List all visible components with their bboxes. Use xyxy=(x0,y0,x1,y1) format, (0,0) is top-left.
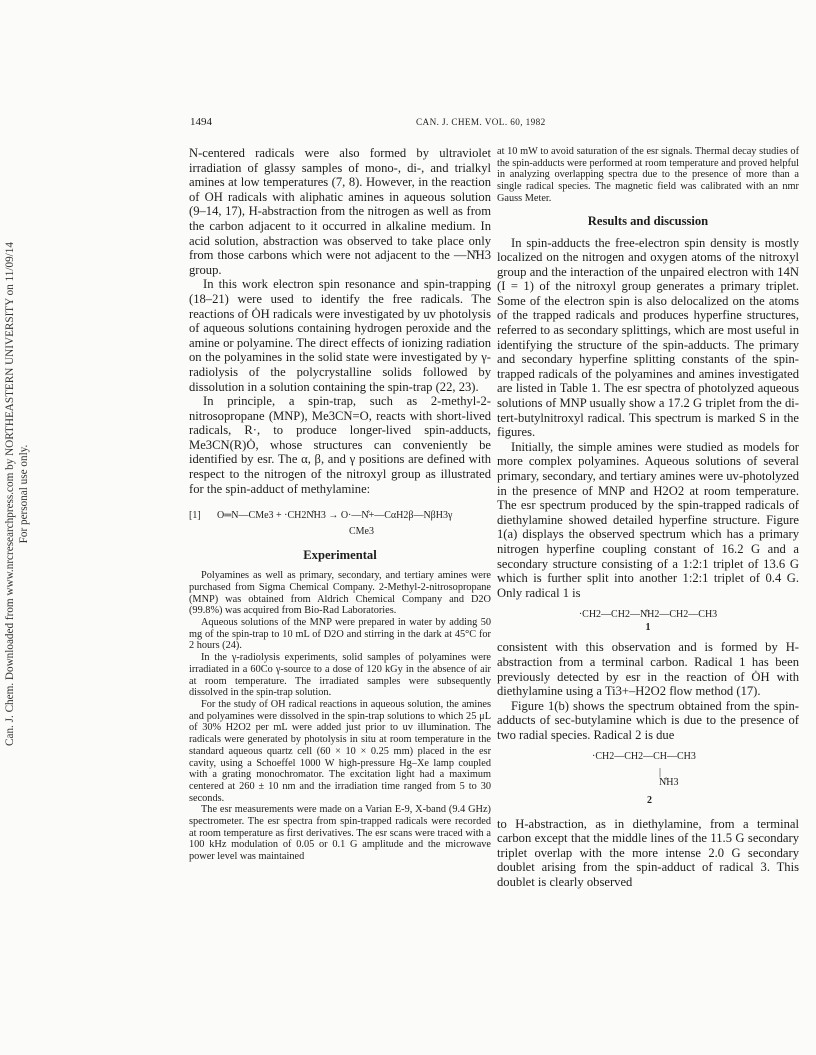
paragraph: Initially, the simple amines were studied as models for more complex polyamines. Aqueous solutions of several primary, secondary, and tertiary amines were uv-photolyzed in the presence of MNP and H2O2 at room temperature. The esr spectrum produced by the spin-trapped radicals of diethylamine showed detailed hyperfine structure. Figure 1(a) displays the observed spectrum which has a primary nitrogen hyperfine coupling constant of 16.2 G and a secondary structure consisting of a 1:2:1 triplet of 13.6 G which is further split into another 1:2:1 triplet of 0.4 G. Only radical 1 is xyxy=(497,439,799,600)
paragraph: N-centered radicals were also formed by ultraviolet irradiation of glassy samples of mono-, di-, and trialkyl amines at low temperatures (7, 8). However, in the reaction of OH radicals with aliphatic amines in aqueous solution (9–14, 17), H-abstraction from the nitrogen as well as from the carbon adjacent to it occurred in alkaline medium. In acid solution, abstraction was observed to take place only from those carbons which were not adjacent to the —N̊H3 group. xyxy=(189,146,491,277)
paragraph: to H-abstraction, as in diethylamine, from a terminal carbon except that the middle lines of the 11.5 G secondary triplet overlap with the more intense 2.0 G secondary doublet arising from the spin-adduct of radical 3. This doublet is clearly observed xyxy=(497,816,799,889)
paragraph: Polyamines as well as primary, secondary, and tertiary amines were purchased from Sigma Chemical Company. 2-Methyl-2-nitrosopropane (MNP) was obtained from Aldrich Chemical Company and D2O (99.8%) was acquired from Bio-Rad Laboratories. xyxy=(189,570,491,617)
page-number: 1494 xyxy=(190,116,212,128)
structure-bond: | xyxy=(659,766,662,778)
page-header xyxy=(190,116,816,132)
structure-radical-1 xyxy=(497,608,799,634)
structure-formula: ·CH2—CH2—CH—CH3 xyxy=(592,750,696,762)
paragraph: Aqueous solutions of the MNP were prepared in water by adding 50 mg of the spin-trap to 10 mL of D2O and stirring in the dark at 45°C for 2 hours (24). xyxy=(189,617,491,652)
structure-number: 1 xyxy=(645,622,651,634)
paragraph: In the γ-radiolysis experiments, solid samples of polyamines were irradiated in a 60Co γ-source to a dose of 120 kGy in the absence of air at room temperature. The irradiated samples were subsequently dissolved in the spin-trap solution. xyxy=(189,652,491,699)
personal-use-line: For personal use only. xyxy=(18,444,30,544)
paragraph: In this work electron spin resonance and spin-trapping (18–21) were used to identify the free radicals. The reactions of ȮH radicals were investigated by uv photolysis of aqueous solutions containing hydrogen peroxide and the amine or polyamine. The direct effects of ionizing radiation on the polyamines in the solid state were investigated by γ-radiolysis of the polycrystalline solids followed by dissolution in a solution containing the spin-trap (22, 23). xyxy=(189,277,491,394)
left-column xyxy=(189,146,491,863)
download-watermark xyxy=(3,169,31,819)
section-heading-results: Results and discussion xyxy=(587,213,709,228)
right-column xyxy=(497,146,799,889)
structure-substituent: N̊H3 xyxy=(659,776,679,788)
equation-label: [1] xyxy=(189,510,201,522)
structure-formula: ·CH2—CH2—N̊H2—CH2—CH3 xyxy=(578,609,718,621)
paragraph: In principle, a spin-trap, such as 2-methyl-2-nitrosopropane (MNP), Me3CN=O, reacts with short-lived radicals, R·, to produce longer-lived spin-adducts, Me3CN(R)Ȯ, whose structures can conveniently be identified by esr. The α, β, and γ positions are defined with respect to the nitrogen of the nitroxyl group as illustrated for the spin-adduct of methylamine: xyxy=(189,394,491,496)
reaction-equation xyxy=(189,504,491,538)
paragraph: For the study of OH radical reactions in aqueous solution, the amines and polyamines were dissolved in the spin-trap solutions to which 25 μL of 30% H2O2 per mL were added just prior to uv illumination. The radicals were generated by photolysis in situ at room temperature in the standard aqueous quartz cell (60 × 10 × 0.25 mm) placed in the esr cavity, using a Schoeffel 1000 W high-pressure Hg–Xe lamp coupled with a grating monochromator. The excitation light had a maximum centered at 260 ± 10 nm and the irradiation time ranged from 5 to 30 seconds. xyxy=(189,698,491,804)
equation-substituent: CMe3 xyxy=(349,526,374,538)
paragraph: In spin-adducts the free-electron spin density is mostly localized on the nitrogen and oxygen atoms of the nitroxyl group and the interaction of the unpaired electron with 14N (I = 1) of the nitroxyl group generates a primary triplet. Some of the electron spin is also delocalized on the atoms of the trapped radicals and produces hyperfine structures, referred to as secondary splittings, which are most useful in identifying the structure of the spin-adducts. The primary and secondary hyperfine splitting constants of the spin-trapped radicals of the polyamines and amines investigated are listed in Table 1. The esr spectra of photolyzed aqueous solutions of MNP usually show a 17.2 G triplet from the di-tert-butylnitroxyl radical. This spectrum is marked S in the figures. xyxy=(497,235,799,440)
paragraph: The esr measurements were made on a Varian E-9, X-band (9.4 GHz) spectrometer. The esr spectra from spin-trapped radicals were recorded at room temperature as first derivatives. The esr scans were traced with a 100 kHz modulation of 0.05 or 0.1 G amplitude and the microwave power level was maintained xyxy=(189,804,491,863)
equation-body: O═N—CMe3 + ·CH2N̊H3 → O·—N̊+—CαH2β—NβH3γ xyxy=(217,510,453,522)
paragraph: Figure 1(b) shows the spectrum obtained from the spin-adducts of sec-butylamine which is due to the presence of two radial species. Radical 2 is due xyxy=(497,698,799,742)
download-source-line: Can. J. Chem. Downloaded from www.nrcresearchpress.com by NORTHEASTERN UNIVERSITY on 11/09/14 xyxy=(4,242,16,746)
running-head: CAN. J. CHEM. VOL. 60, 1982 xyxy=(416,117,546,127)
paragraph: at 10 mW to avoid saturation of the esr signals. Thermal decay studies of the spin-adducts were performed at room temperature and proved helpful in analyzing overlapping spectra due to the presence of more than a single radical species. The magnetic field was calibrated with an nmr Gauss Meter. xyxy=(497,146,799,204)
section-heading-experimental: Experimental xyxy=(303,548,377,563)
structure-radical-2 xyxy=(497,747,799,811)
structure-number: 2 xyxy=(647,794,652,806)
paragraph: consistent with this observation and is formed by H-abstraction from a terminal carbon. Radical 1 has been previously detected by esr in the reaction of ȮH with diethylamine using a Ti3+–H2O2 flow method (17). xyxy=(497,640,799,699)
